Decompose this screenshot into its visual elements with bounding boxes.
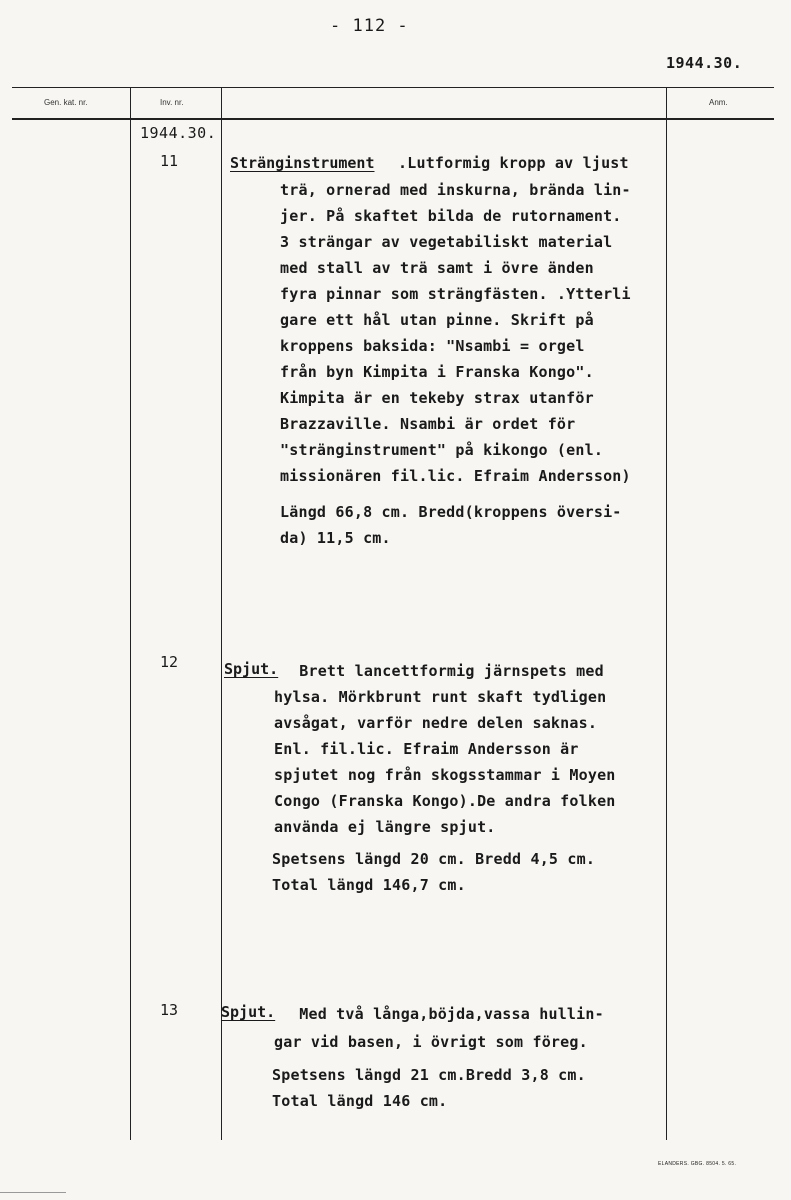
entry-13-number: 13 bbox=[160, 1001, 179, 1019]
entry-11-line: Kimpita är en tekeby strax utanför bbox=[280, 389, 594, 407]
entry-11-line: "stränginstrument" på kikongo (enl. bbox=[280, 441, 604, 459]
entry-11-line: från byn Kimpita i Franska Kongo". bbox=[280, 363, 594, 381]
entry-12-line: avsågat, varför nedre delen saknas. bbox=[274, 714, 598, 732]
column-divider-3 bbox=[666, 87, 667, 1140]
entry-12-number: 12 bbox=[160, 653, 179, 671]
footer-rule bbox=[0, 1192, 66, 1193]
entry-13-line: gar vid basen, i övrigt som föreg. bbox=[274, 1033, 588, 1051]
entry-11-line: 3 strängar av vegetabiliskt material bbox=[280, 233, 613, 251]
entry-11-line: da) 11,5 cm. bbox=[280, 529, 391, 547]
entry-12-title: Spjut. bbox=[224, 660, 279, 678]
column-divider-2 bbox=[221, 87, 222, 1140]
entry-11-line: missionären fil.lic. Efraim Andersson) bbox=[280, 467, 631, 485]
entry-11-line: Brazzaville. Nsambi är ordet för bbox=[280, 415, 576, 433]
entry-11-title: Stränginstrument bbox=[230, 154, 375, 172]
column-divider-1 bbox=[130, 87, 131, 1140]
column-header-gen-kat-nr: Gen. kat. nr. bbox=[44, 98, 88, 107]
entry-12-line: Total längd 146,7 cm. bbox=[272, 876, 466, 894]
entry-13-line: Total längd 146 cm. bbox=[272, 1092, 448, 1110]
entry-12-line: använda ej längre spjut. bbox=[274, 818, 496, 836]
column-header-inv-nr: Inv. nr. bbox=[160, 98, 184, 107]
entry-11-first-line: .Lutformig kropp av ljust bbox=[398, 154, 629, 172]
entry-12-line: hylsa. Mörkbrunt runt skaft tydligen bbox=[274, 688, 607, 706]
entry-11-line: med stall av trä samt i övre änden bbox=[280, 259, 594, 277]
table-header-rule bbox=[12, 118, 774, 120]
column-header-anm: Anm. bbox=[709, 98, 728, 107]
entry-13-title: Spjut. bbox=[221, 1003, 276, 1021]
entry-12-line: Congo (Franska Kongo).De andra folken bbox=[274, 792, 616, 810]
entry-13-first-line: Med två långa,böjda,vassa hullin- bbox=[290, 1005, 604, 1023]
accession-number: 1944.30. bbox=[666, 54, 743, 72]
entry-11-line: gare ett hål utan pinne. Skrift på bbox=[280, 311, 594, 329]
entry-11-line: jer. På skaftet bilda de rutornament. bbox=[280, 207, 622, 225]
entry-12-line: Enl. fil.lic. Efraim Andersson är bbox=[274, 740, 579, 758]
entry-11-number: 11 bbox=[160, 152, 179, 170]
printer-imprint: ELANDERS. GBG. 8504. 5. 65. bbox=[658, 1161, 737, 1167]
entry-12-line: Spetsens längd 20 cm. Bredd 4,5 cm. bbox=[272, 850, 596, 868]
year-mark: 1944.30. bbox=[140, 124, 217, 142]
entry-13-line: Spetsens längd 21 cm.Bredd 3,8 cm. bbox=[272, 1066, 586, 1084]
page-number: - 112 - bbox=[330, 16, 409, 36]
entry-12-first-line: Brett lancettformig järnspets med bbox=[290, 662, 604, 680]
entry-11-line: Längd 66,8 cm. Bredd(kroppens översi- bbox=[280, 503, 622, 521]
entry-11-line: kroppens baksida: "Nsambi = orgel bbox=[280, 337, 585, 355]
entry-11-line: fyra pinnar som strängfästen. .Ytterli bbox=[280, 285, 631, 303]
entry-12-line: spjutet nog från skogsstammar i Moyen bbox=[274, 766, 616, 784]
entry-11-line: trä, ornerad med inskurna, brända lin- bbox=[280, 181, 631, 199]
table-top-rule bbox=[12, 87, 774, 88]
